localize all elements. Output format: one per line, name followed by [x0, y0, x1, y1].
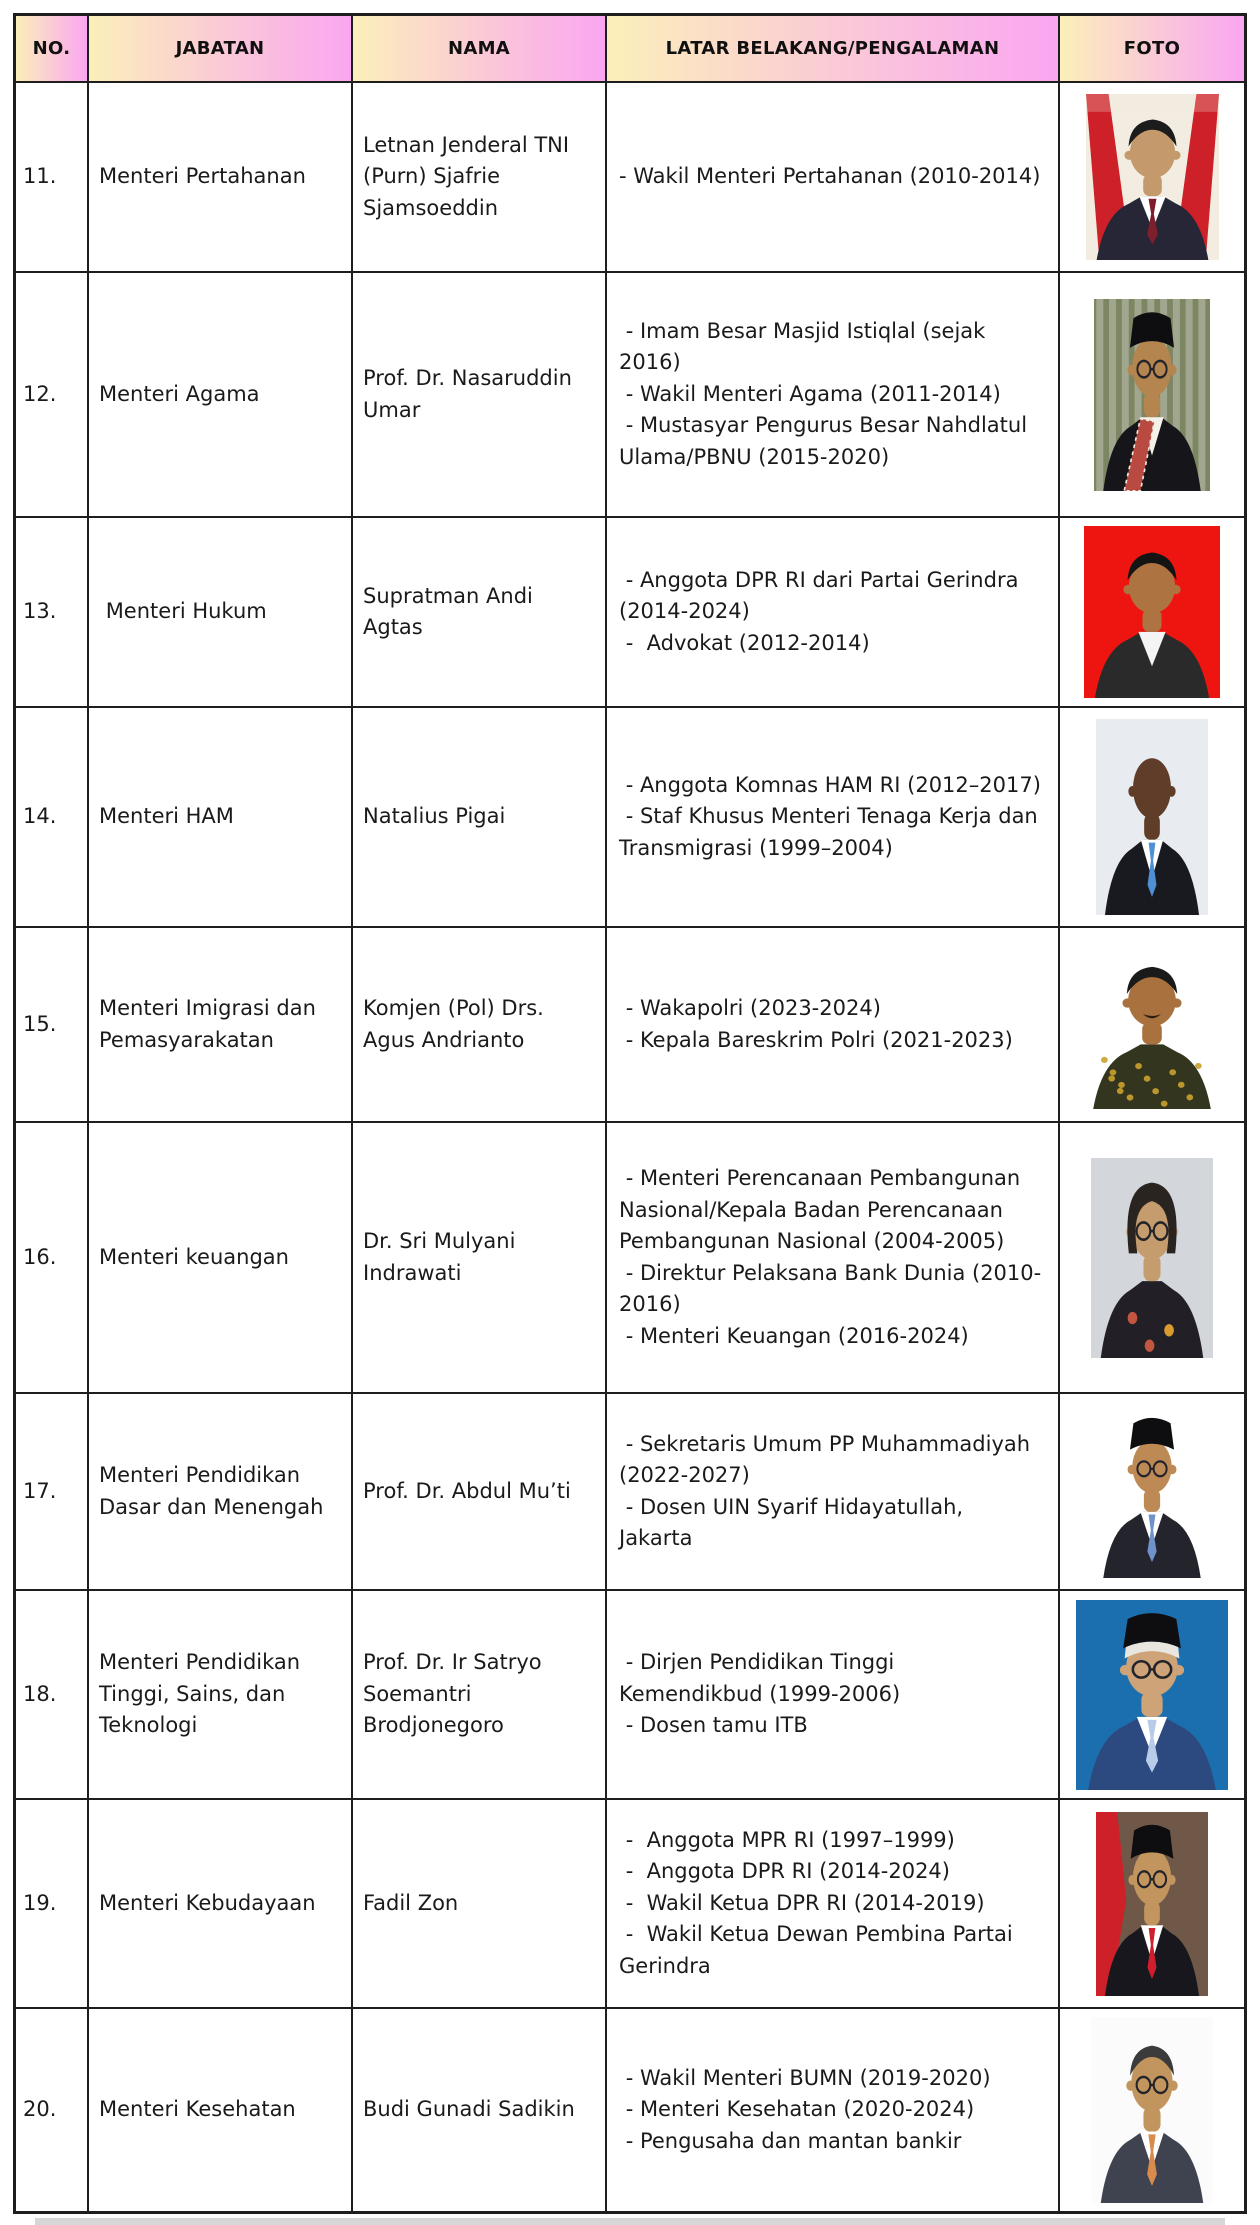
name-text: Prof. Dr. Ir Satryo Soemantri Brodjonegoro — [363, 1650, 549, 1738]
row-number: 12. — [23, 381, 57, 406]
row-number-cell — [16, 83, 89, 271]
column-header-nama — [353, 16, 607, 81]
table-row — [16, 1123, 1244, 1394]
name-text: Budi Gunadi Sadikin — [363, 2097, 575, 2122]
row-number: 11. — [23, 164, 57, 189]
row-number: 18. — [23, 1681, 57, 1706]
background-cell — [607, 708, 1060, 926]
row-number-cell — [16, 2009, 89, 2211]
background-item: - Menteri Perencanaan Pembangunan Nasional/Kepala Badan Perencanaan Pembangunan Nasional (2004-2005) — [619, 1166, 1027, 1253]
background-cell — [607, 273, 1060, 516]
name-cell — [353, 1123, 607, 1392]
row-number: 20. — [23, 2097, 57, 2122]
background-item: - Dirjen Pendidikan Tinggi Kemendikbud (1999-2006) — [619, 1650, 901, 1706]
background-item: - Mustasyar Pengurus Besar Nahdlatul Ulama/PBNU (2015-2020) — [619, 413, 1034, 469]
background-item: - Menteri Kesehatan (2020-2024) — [619, 2097, 975, 2122]
name-text: Komjen (Pol) Drs. Agus Andrianto — [363, 996, 551, 1052]
row-number: 19. — [23, 1890, 57, 1915]
row-number: 16. — [23, 1244, 57, 1269]
column-header-label: JABATAN — [175, 38, 265, 59]
name-cell — [353, 83, 607, 271]
position-text: Menteri keuangan — [99, 1244, 289, 1269]
position-text: Menteri Hukum — [99, 599, 267, 624]
table-row — [16, 1800, 1244, 2009]
background-item: - Wakil Ketua Dewan Pembina Partai Gerindra — [619, 1922, 1020, 1978]
position-cell — [89, 273, 353, 516]
minister-photo — [1086, 94, 1219, 260]
background-item: - Kepala Bareskrim Polri (2021-2023) — [619, 1027, 1013, 1052]
position-cell — [89, 1800, 353, 2007]
name-cell — [353, 708, 607, 926]
minister-photo — [1094, 299, 1210, 491]
name-cell — [353, 1591, 607, 1798]
name-cell — [353, 928, 607, 1121]
name-cell — [353, 518, 607, 706]
table-row — [16, 1591, 1244, 1800]
position-cell — [89, 2009, 353, 2211]
name-text: Dr. Sri Mulyani Indrawati — [363, 1229, 523, 1285]
minister-photo — [1091, 2017, 1213, 2203]
row-number: 13. — [23, 599, 57, 624]
row-number-cell — [16, 1591, 89, 1798]
background-cell — [607, 928, 1060, 1121]
background-item: - Imam Besar Masjid Istiqlal (sejak 2016) — [619, 318, 992, 375]
row-number-cell — [16, 1394, 89, 1589]
column-header-latar-belakang — [607, 16, 1060, 81]
position-cell — [89, 83, 353, 271]
ministers-table — [13, 13, 1247, 2214]
photo-cell — [1060, 1591, 1244, 1798]
photo-cell — [1060, 708, 1244, 926]
row-number-cell — [16, 273, 89, 516]
background-cell — [607, 1591, 1060, 1798]
position-text: Menteri HAM — [99, 804, 234, 829]
name-cell — [353, 273, 607, 516]
row-number-cell — [16, 1123, 89, 1392]
table-body — [16, 83, 1244, 2211]
background-cell — [607, 2009, 1060, 2211]
photo-cell — [1060, 2009, 1244, 2211]
background-cell — [607, 83, 1060, 271]
background-item: - Direktur Pelaksana Bank Dunia (2010-2016) — [619, 1260, 1042, 1316]
position-text: Menteri Kebudayaan — [99, 1890, 316, 1915]
table-header-row — [16, 16, 1244, 83]
background-cell — [607, 1800, 1060, 2007]
row-number: 17. — [23, 1478, 57, 1503]
minister-photo — [1096, 719, 1208, 915]
table-row — [16, 708, 1244, 928]
background-item: - Anggota Komnas HAM RI (2012–2017) — [619, 772, 1041, 797]
position-cell — [89, 708, 353, 926]
background-item: - Wakil Ketua DPR RI (2014-2019) — [619, 1890, 985, 1915]
name-cell — [353, 2009, 607, 2211]
name-cell — [353, 1800, 607, 2007]
background-cell — [607, 518, 1060, 706]
name-text: Prof. Dr. Abdul Mu’ti — [363, 1478, 571, 1503]
name-text: Natalius Pigai — [363, 804, 506, 829]
position-text: Menteri Imigrasi dan Pemasyarakatan — [99, 996, 323, 1052]
minister-photo — [1084, 526, 1220, 698]
table-row — [16, 518, 1244, 708]
photo-cell — [1060, 273, 1244, 516]
position-cell — [89, 928, 353, 1121]
position-cell — [89, 1591, 353, 1798]
position-text: Menteri Pendidikan Tinggi, Sains, dan Teknologi — [99, 1650, 307, 1738]
row-number: 14. — [23, 804, 57, 829]
column-header-label: FOTO — [1123, 38, 1181, 59]
background-item: - Sekretaris Umum PP Muhammadiyah (2022-2027) — [619, 1431, 1037, 1487]
photo-cell — [1060, 83, 1244, 271]
table-row — [16, 83, 1244, 273]
column-header-label: NAMA — [447, 38, 511, 59]
background-item: - Anggota DPR RI (2014-2024) — [619, 1859, 950, 1884]
photo-cell — [1060, 1394, 1244, 1589]
photo-cell — [1060, 928, 1244, 1121]
position-cell — [89, 1123, 353, 1392]
background-item: - Wakil Menteri Agama (2011-2014) — [619, 381, 1001, 406]
table-row — [16, 928, 1244, 1123]
background-item: - Dosen UIN Syarif Hidayatullah, Jakarta — [619, 1494, 970, 1550]
page-edge — [35, 2218, 1225, 2225]
name-text: Prof. Dr. Nasaruddin Umar — [363, 366, 579, 422]
table-row — [16, 1394, 1244, 1591]
minister-photo — [1096, 1812, 1208, 1996]
background-cell — [607, 1394, 1060, 1589]
position-text: Menteri Agama — [99, 381, 260, 406]
position-cell — [89, 518, 353, 706]
row-number-cell — [16, 518, 89, 706]
row-number: 15. — [23, 1011, 57, 1036]
photo-cell — [1060, 1123, 1244, 1392]
background-item: - Pengusaha dan mantan bankir — [619, 2128, 962, 2153]
column-header-foto — [1060, 16, 1244, 81]
background-item: - Anggota DPR RI dari Partai Gerindra (2014-2024) — [619, 567, 1026, 624]
background-item: - Staf Khusus Menteri Tenaga Kerja dan Transmigrasi (1999–2004) — [619, 804, 1045, 860]
position-text: Menteri Pertahanan — [99, 164, 306, 189]
background-item: - Dosen tamu ITB — [619, 1713, 808, 1738]
minister-photo — [1091, 1158, 1213, 1358]
table-row — [16, 273, 1244, 518]
position-cell — [89, 1394, 353, 1589]
column-header-label: LATAR BELAKANG/PENGALAMAN — [665, 38, 1000, 59]
name-text: Supratman Andi Agtas — [363, 583, 540, 639]
row-number-cell — [16, 708, 89, 926]
name-text: Fadil Zon — [363, 1890, 459, 1915]
position-text: Menteri Pendidikan Dasar dan Menengah — [99, 1463, 324, 1519]
name-text: Letnan Jenderal TNI (Purn) Sjafrie Sjamsoeddin — [363, 132, 576, 220]
column-header-no — [16, 16, 89, 81]
background-item: - Menteri Keuangan (2016-2024) — [619, 1323, 969, 1348]
background-cell — [607, 1123, 1060, 1392]
background-item: - Wakapolri (2023-2024) — [619, 996, 881, 1020]
row-number-cell — [16, 928, 89, 1121]
name-cell — [353, 1394, 607, 1589]
column-header-label: NO. — [32, 38, 71, 59]
column-header-jabatan — [89, 16, 353, 81]
minister-photo — [1082, 941, 1222, 1109]
table-row — [16, 2009, 1244, 2211]
minister-photo — [1094, 1406, 1210, 1578]
minister-photo — [1076, 1600, 1228, 1790]
background-item: - Wakil Menteri BUMN (2019-2020) — [619, 2065, 991, 2090]
position-text: Menteri Kesehatan — [99, 2097, 296, 2122]
row-number-cell — [16, 1800, 89, 2007]
background-item: - Wakil Menteri Pertahanan (2010-2014) — [619, 164, 1041, 189]
photo-cell — [1060, 1800, 1244, 2007]
background-item: - Anggota MPR RI (1997–1999) — [619, 1827, 955, 1852]
photo-cell — [1060, 518, 1244, 706]
background-item: - Advokat (2012-2014) — [619, 630, 870, 655]
